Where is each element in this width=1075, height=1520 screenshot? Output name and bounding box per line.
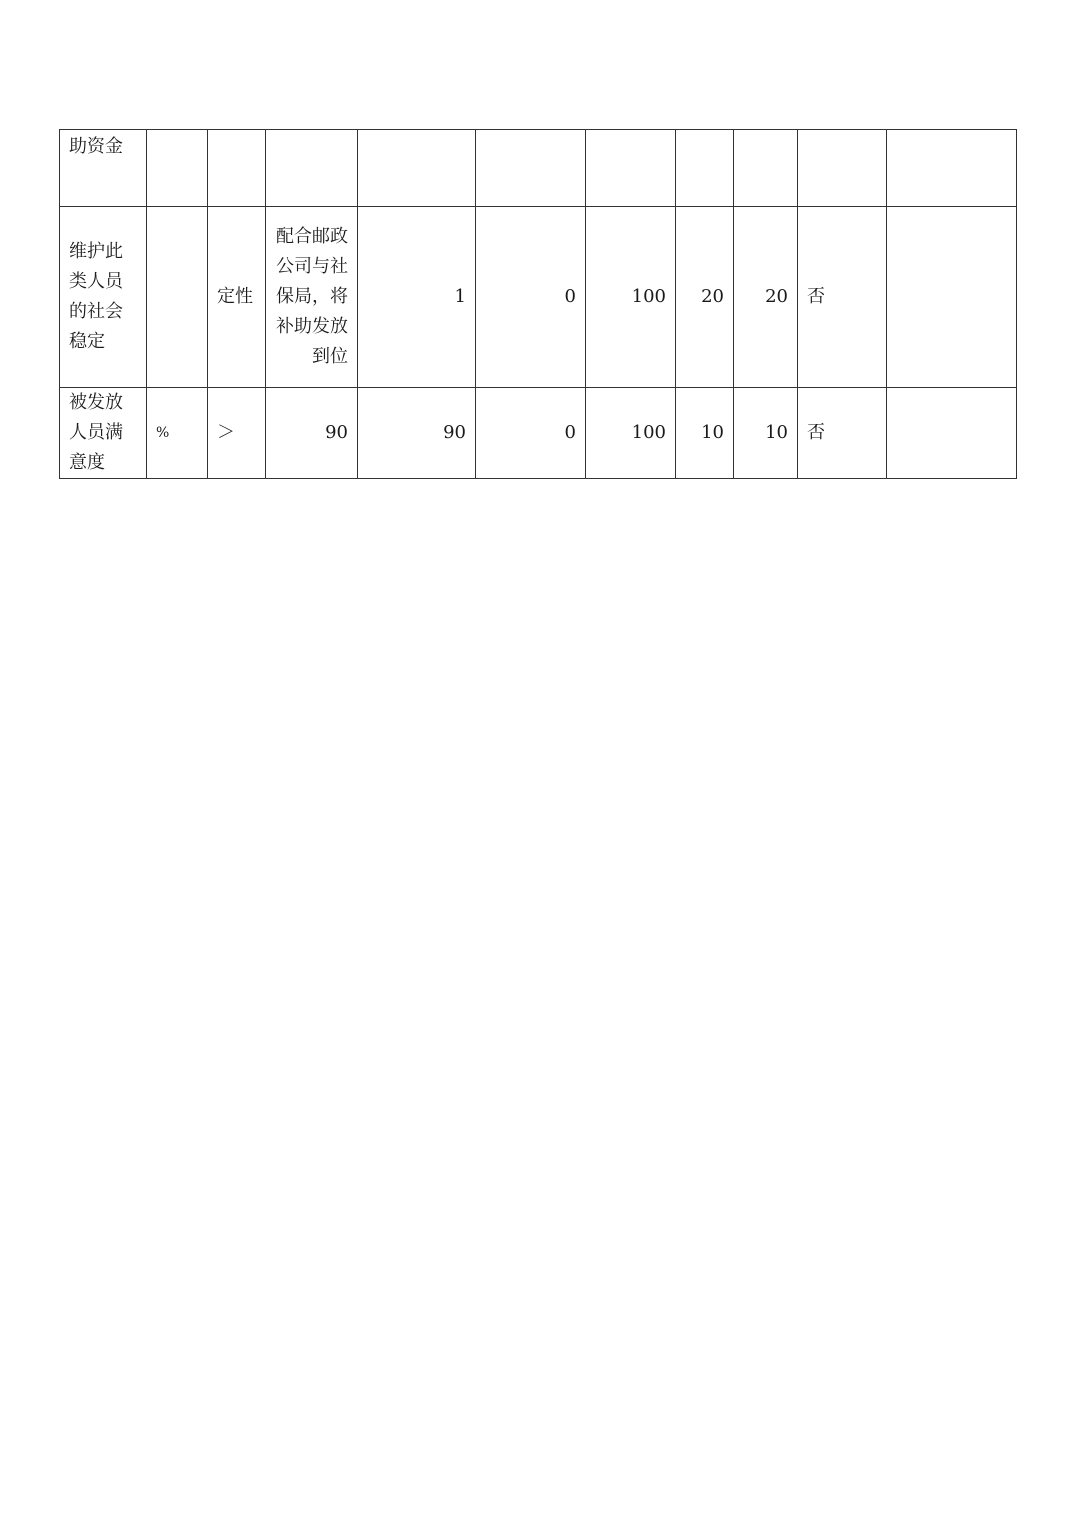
table-row bbox=[60, 388, 1017, 479]
value-cell: 1 bbox=[358, 207, 476, 388]
nature-cell bbox=[208, 130, 266, 207]
value-cell bbox=[358, 130, 476, 207]
unit-cell: % bbox=[147, 388, 208, 479]
performance-table bbox=[59, 129, 1017, 479]
value-cell bbox=[734, 130, 798, 207]
value-cell: 0 bbox=[476, 388, 586, 479]
value-cell: 10 bbox=[734, 388, 798, 479]
indicator-cell: 维护此类人员的社会稳定 bbox=[60, 207, 147, 388]
table-row bbox=[60, 130, 1017, 207]
remark-cell bbox=[887, 130, 1017, 207]
value-cell bbox=[676, 130, 734, 207]
remark-cell bbox=[887, 388, 1017, 479]
value-cell: 100 bbox=[586, 388, 676, 479]
value-cell: 20 bbox=[734, 207, 798, 388]
unit-cell bbox=[147, 130, 208, 207]
target-cell: 配合邮政公司与社保局，将补助发放到位 bbox=[266, 207, 358, 388]
flag-cell bbox=[798, 130, 887, 207]
value-cell: 20 bbox=[676, 207, 734, 388]
value-cell bbox=[586, 130, 676, 207]
remark-cell bbox=[887, 207, 1017, 388]
nature-cell: 定性 bbox=[208, 207, 266, 388]
target-cell bbox=[266, 130, 358, 207]
table-row bbox=[60, 207, 1017, 388]
unit-cell bbox=[147, 207, 208, 388]
indicator-cell: 被发放人员满意度 bbox=[60, 388, 147, 479]
nature-cell: ＞ bbox=[208, 388, 266, 479]
value-cell: 0 bbox=[476, 207, 586, 388]
indicator-cell: 助资金 bbox=[60, 130, 147, 207]
flag-cell: 否 bbox=[798, 388, 887, 479]
value-cell: 100 bbox=[586, 207, 676, 388]
flag-cell: 否 bbox=[798, 207, 887, 388]
value-cell: 10 bbox=[676, 388, 734, 479]
value-cell bbox=[476, 130, 586, 207]
target-cell: 90 bbox=[266, 388, 358, 479]
value-cell: 90 bbox=[358, 388, 476, 479]
